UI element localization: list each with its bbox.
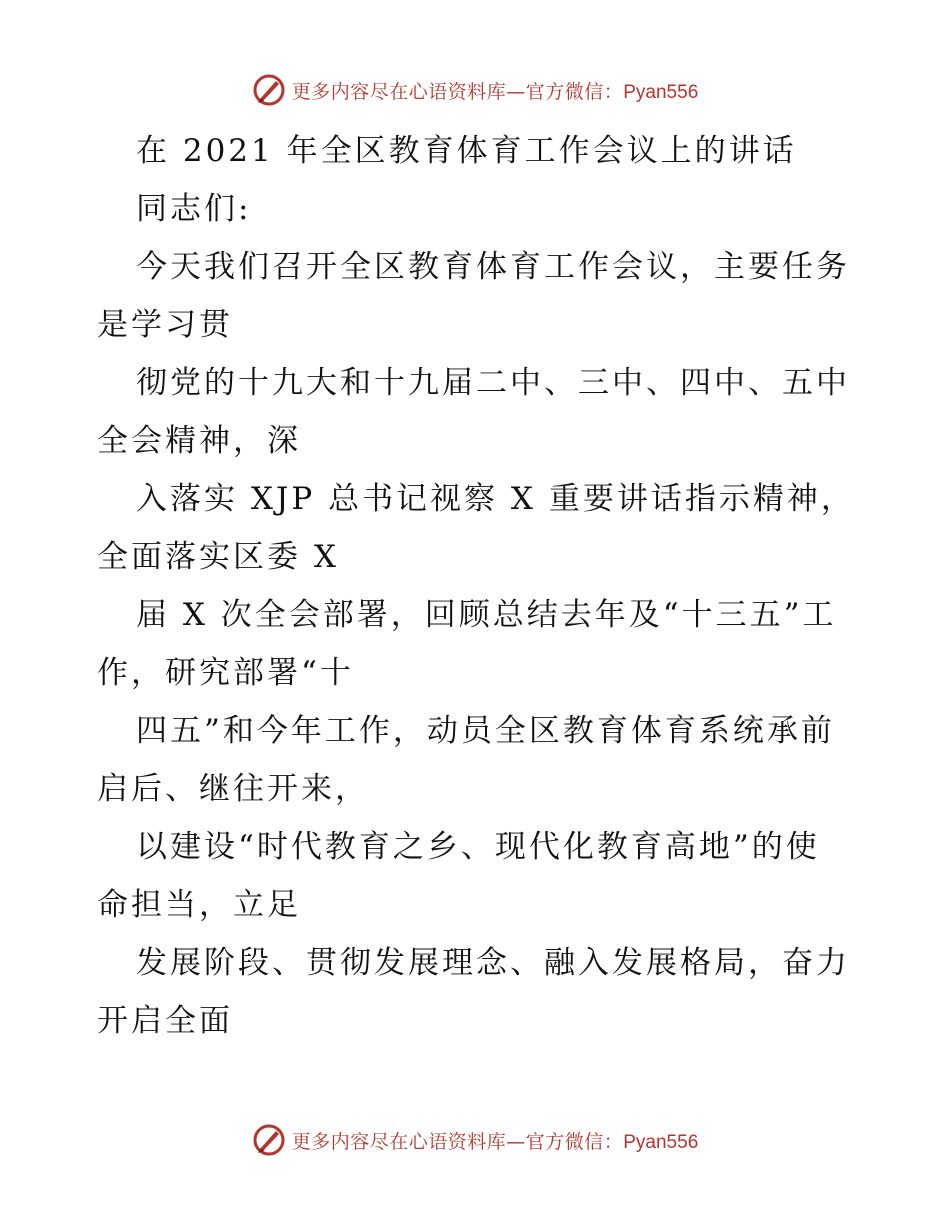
document-title: 在 2021 年全区教育体育工作会议上的讲话 <box>136 133 797 169</box>
document-body <box>97 122 857 1050</box>
quill-logo-icon <box>252 1123 286 1157</box>
text-line: 入落实 XJP 总书记视察 X 重要讲话指示精神， <box>136 481 855 517</box>
watermark-text: 更多内容尽在心语资料库—官方微信：Pyan556 <box>291 80 699 103</box>
text-line: 启后、继往开来， <box>97 771 369 807</box>
text-line: 全会精神，深 <box>97 423 301 459</box>
text-line: 作，研究部署“十 <box>97 655 354 691</box>
text-line: 开启全面 <box>97 1003 233 1039</box>
text-line: 今天我们召开全区教育体育工作会议，主要任务 <box>136 249 850 285</box>
watermark-text: 更多内容尽在心语资料库—官方微信：Pyan556 <box>291 1130 699 1153</box>
footer-watermark <box>0 1120 950 1160</box>
text-line: 彻党的十九大和十九届二中、三中、四中、五中 <box>136 365 850 401</box>
text-line: 以建设“时代教育之乡、现代化教育高地”的使 <box>136 829 820 865</box>
salutation: 同志们: <box>136 191 252 227</box>
text-line: 命担当，立足 <box>97 887 301 923</box>
header-watermark <box>0 70 950 110</box>
quill-logo-icon <box>252 73 286 107</box>
text-line: 四五”和今年工作，动员全区教育体育系统承前 <box>136 713 835 749</box>
text-line: 是学习贯 <box>97 307 233 343</box>
text-line: 全面落实区委 X <box>97 539 339 575</box>
text-line: 发展阶段、贯彻发展理念、融入发展格局，奋力 <box>136 945 850 981</box>
text-line: 届 X 次全会部署，回顾总结去年及“十三五”工 <box>136 597 837 633</box>
